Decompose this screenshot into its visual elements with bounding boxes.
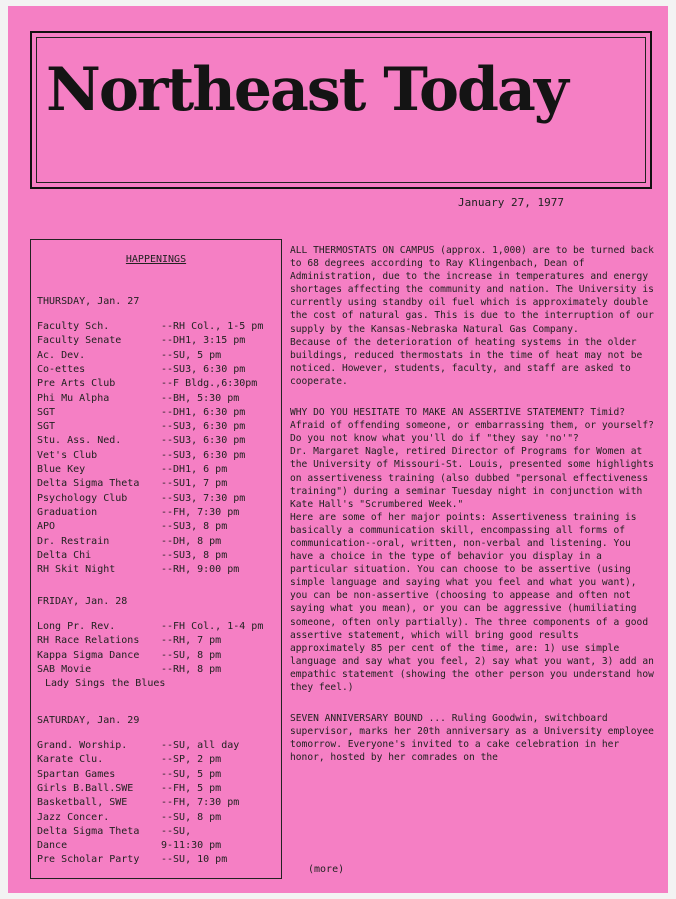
event-time: --SU, 10 pm <box>161 854 228 866</box>
masthead <box>30 31 652 189</box>
event-time: --SU3, 6:30 pm <box>161 435 246 447</box>
calendar-event-row <box>37 364 275 378</box>
event-name: APO <box>37 521 56 533</box>
event-time: --SU, <box>161 825 192 837</box>
calendar-event-row <box>37 435 275 449</box>
event-name: Faculty Sch. <box>37 321 110 332</box>
event-name: Graduation <box>37 506 98 518</box>
event-name: Ac. Dev. <box>37 349 86 361</box>
event-time: --RH, 8 pm <box>161 663 222 675</box>
event-time: --DH1, 3:15 pm <box>161 335 246 347</box>
calendar-event-row <box>37 650 275 664</box>
event-name: Psychology Club <box>37 492 128 504</box>
issue-date: January 27, 1977 <box>458 196 564 209</box>
calendar-event-row <box>37 421 275 435</box>
calendar-day-label: THURSDAY, Jan. 27 <box>37 296 140 307</box>
calendar-event-row <box>37 350 275 364</box>
article-column <box>290 244 658 782</box>
event-note: Lady Sings the Blues <box>45 678 166 690</box>
event-time: --FH, 7:30 pm <box>161 506 240 518</box>
event-name: Grand. Worship. <box>37 740 128 751</box>
article-thermostats: ALL THERMOSTATS ON CAMPUS (approx. 1,000) are to be turned back to 68 degrees according to Ray Klingenbach, Dean of Administration, due to the increase in temperatures and energy shortages affecting the community and nation. The University is currently using standby oil fuel which is approximately double the cost of natural gas. This is due to the interruption of our supply by the Kansas-Nebraska Natural Gas Company. Because of the deterioration of heating systems in the older buildings, reduced thermostats in the time of heat may not be noticed. However, students, faculty, and staff are asked to cooperate. <box>290 245 654 387</box>
calendar-event-row <box>37 754 275 768</box>
event-time: --SU, 8 pm <box>161 649 222 661</box>
calendar-event-row <box>37 407 275 421</box>
event-time: --FH, 7:30 pm <box>161 797 240 809</box>
event-time: --RH Col., 1-5 pm <box>161 321 264 332</box>
event-name: Delta Chi <box>37 549 92 561</box>
event-time: --SU3, 8 pm <box>161 549 228 561</box>
event-name: Delta Sigma Theta <box>37 825 140 837</box>
event-time: --SU3, 6:30 pm <box>161 449 246 461</box>
calendar-event-row <box>37 740 275 754</box>
event-name: Faculty Senate <box>37 335 122 347</box>
continued-marker: (more) <box>308 864 345 875</box>
event-name: SGT <box>37 421 56 433</box>
calendar-event-row <box>37 840 275 854</box>
calendar-event-row <box>37 550 275 564</box>
event-time: --SU, all day <box>161 740 240 751</box>
event-name: Co-ettes <box>37 363 86 375</box>
event-name: Karate Clu. <box>37 754 104 766</box>
event-name: Girls B.Ball.SWE <box>37 782 134 794</box>
event-name: RH Skit Night <box>37 564 116 576</box>
event-time: --SU, 5 pm <box>161 349 222 361</box>
event-time: --DH, 8 pm <box>161 535 222 547</box>
event-time: --SU3, 6:30 pm <box>161 421 246 433</box>
event-time: --FH Col., 1-4 pm <box>161 621 264 632</box>
calendar-event-row <box>37 450 275 464</box>
event-time: --SP, 2 pm <box>161 754 222 766</box>
calendar-event-row <box>37 797 275 811</box>
event-time: --BH, 5:30 pm <box>161 392 240 404</box>
calendar-event-row <box>37 635 275 649</box>
event-name: Jazz Concer. <box>37 811 110 823</box>
calendar-event-row <box>37 564 275 578</box>
calendar-event-row <box>37 521 275 535</box>
calendar-event-row <box>37 854 275 868</box>
calendar-event-row <box>37 321 275 335</box>
happenings-calendar <box>30 239 282 879</box>
event-time: --RH, 9:00 pm <box>161 564 240 576</box>
calendar-day-label: FRIDAY, Jan. 28 <box>37 596 128 607</box>
calendar-event-row <box>37 335 275 349</box>
event-name: Phi Mu Alpha <box>37 392 110 404</box>
calendar-event-row <box>37 493 275 507</box>
calendar-event-row <box>37 783 275 797</box>
calendar-event-row <box>37 826 275 840</box>
calendar-event-row <box>37 621 275 635</box>
event-name: Dr. Restrain <box>37 535 110 547</box>
event-name: Blue Key <box>37 464 86 475</box>
calendar-event-row <box>37 536 275 550</box>
event-name: Basketball, SWE <box>37 797 128 809</box>
calendar-event-row <box>37 478 275 492</box>
event-name: Pre Scholar Party <box>37 854 140 866</box>
event-time: --RH, 7 pm <box>161 635 222 647</box>
event-name: Kappa Sigma Dance <box>37 649 140 661</box>
event-name: Spartan Games <box>37 768 116 780</box>
event-time: --DH1, 6:30 pm <box>161 406 246 418</box>
calendar-event-row <box>37 664 275 678</box>
calendar-event-row <box>37 507 275 521</box>
newsletter-title: Northeast Today <box>46 55 567 125</box>
event-name: Vet's Club <box>37 449 98 461</box>
calendar-event-row <box>37 393 275 407</box>
event-name: SAB Movie <box>37 663 92 675</box>
article-anniversary: SEVEN ANNIVERSARY BOUND ... Ruling Goodwin, switchboard supervisor, marks her 20th anniversary as a University employee tomorrow. Everyone's invited to a cake celebration in her honor, hosted by her comrades on the <box>290 713 654 764</box>
event-time: --DH1, 6 pm <box>161 464 228 475</box>
calendar-event-row <box>37 378 275 392</box>
event-time: --FH, 5 pm <box>161 782 222 794</box>
calendar-event-row <box>37 812 275 826</box>
event-name: Long Pr. Rev. <box>37 621 116 632</box>
event-time: --SU3, 6:30 pm <box>161 363 246 375</box>
article-assertiveness: WHY DO YOU HESITATE TO MAKE AN ASSERTIVE STATEMENT? Timid? Afraid of offending someone, or embarrassing them, or yourself? Do you not know what you'll do if "they say 'no'"? Dr. Margaret Nagle, retired Director of Programs for Women at the University of Missouri-St. Louis, presented some highlights on assertiveness training (also dubbed "personal effectiveness training") during a seminar Tuesday night in conjunction with Kate Hall's "Scrumbered Week." Here are some of her major points: Assertiveness training is basically a communication skill, encompassing all forms of communication--oral, written, non-verbal and listening. You have a choice in the type of behavior you display in a particular situation. You can choose to be assertive (using simple language and saying what you feel and what you want), you can be non-assertive (choosing to appease and often not saying what you mean), or you can be aggressive (humiliating someone, often only partially). The three components of a good assertive statement, which will bring good results approximately 85 per cent of the time, are: 1) use simple language and say what you feel, 2) say what you want, 3) add an empathic statement (showing the other person you understand how they feel.) <box>290 407 654 693</box>
event-time: --SU, 8 pm <box>161 811 222 823</box>
event-name: Stu. Ass. Ned. <box>37 435 122 447</box>
calendar-heading: HAPPENINGS <box>125 254 187 265</box>
event-name: Delta Sigma Theta <box>37 478 140 490</box>
event-time: --SU3, 7:30 pm <box>161 492 246 504</box>
event-time: --F Bldg.,6:30pm <box>161 378 258 390</box>
event-name: RH Race Relations <box>37 635 140 647</box>
event-time: 9-11:30 pm <box>161 840 222 852</box>
calendar-event-row <box>37 769 275 783</box>
event-time: --SU, 5 pm <box>161 768 222 780</box>
event-name: Dance <box>37 840 68 852</box>
event-name: Pre Arts Club <box>37 378 116 390</box>
event-time: --SU1, 7 pm <box>161 478 228 490</box>
event-name: SGT <box>37 406 56 418</box>
calendar-event-row <box>37 464 275 478</box>
calendar-day-label: SATURDAY, Jan. 29 <box>37 715 140 726</box>
newsletter-page <box>8 6 668 893</box>
event-time: --SU3, 8 pm <box>161 521 228 533</box>
